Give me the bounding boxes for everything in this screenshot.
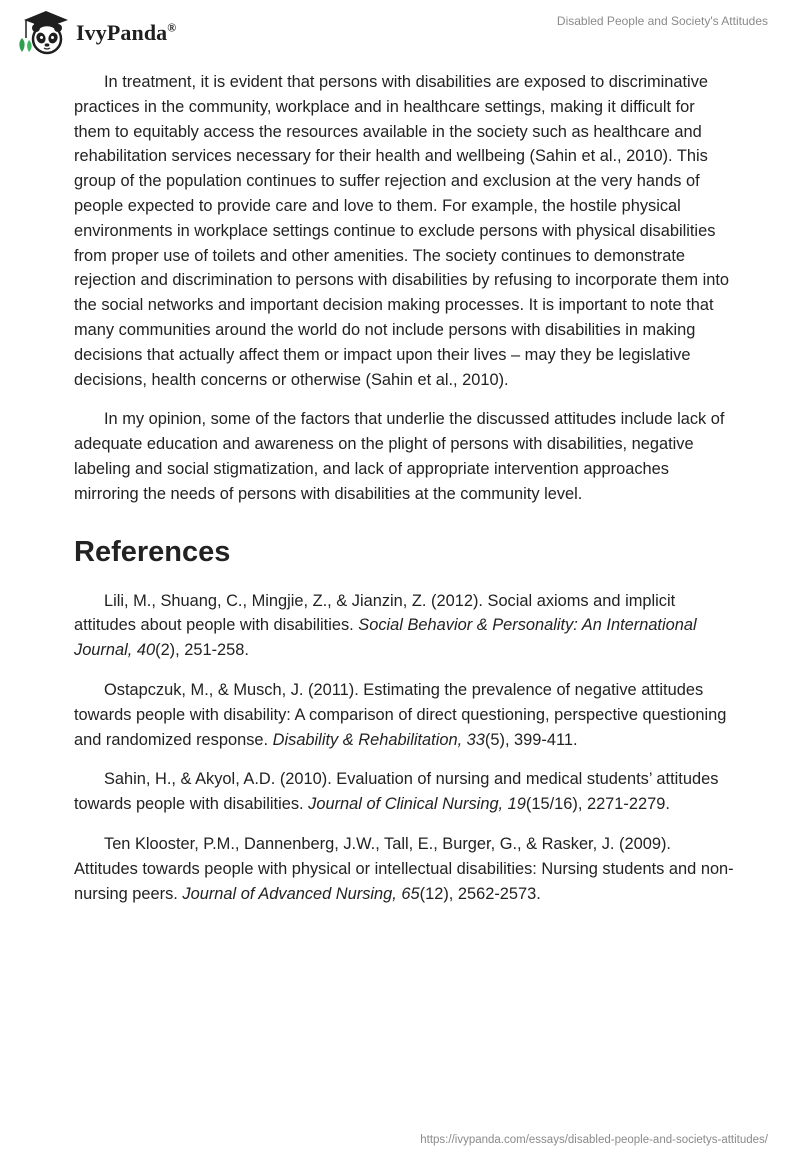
reference-journal: Journal of Advanced Nursing, 65 (182, 884, 420, 903)
reference-authors-title: Lili, M., Shuang, C., Mingjie, Z., & Jianzin, Z. (2012). Social axioms and implicit attitudes about people with disabilities. (74, 591, 676, 635)
references-heading: References (74, 535, 231, 568)
ivypanda-logo[interactable] (16, 8, 176, 56)
reference-pages: (15/16), 2271-2279. (525, 795, 670, 814)
logo-text: IvyPanda (76, 20, 168, 45)
reference-item (74, 832, 734, 906)
logo-wordmark (76, 20, 176, 46)
registered-mark: ® (167, 20, 177, 35)
page-header (0, 0, 800, 64)
body-paragraph: In treatment, it is evident that persons with disabilities are exposed to discriminative practices in the community, workplace and in healthcare settings, making it difficult for them to equitably access the resources available in the society such as healthcare and rehabilitation services necessary for their health and wellbeing (Sahin et al., 2010). This group of the population continues to suffer rejection and exclusion at the very hands of people expected to provide care and love to them. For example, the hostile physical environments in workplace settings continue to exclude persons with physical disabilities from proper use of toilets and other amenities. The society continues to demonstrate rejection and discrimination to persons with disabilities by refusing to incorporate them into the social networks and important decision making processes. It is important to note that many communities around the world do not include persons with disabilities in making decisions that actually affect them or impact upon their lives – may they be legislative decisions, health concerns or otherwise (Sahin et al., 2010). (74, 73, 730, 389)
reference-pages: (2), 251-258. (155, 641, 249, 660)
reference-authors-title: Ostapczuk, M., & Musch, J. (2011). Estimating the prevalence of negative attitudes towards people with disability: A comparison of direct questioning, perspective questioning and randomized response. (74, 680, 727, 749)
reference-item (74, 678, 734, 752)
source-url[interactable]: https://ivypanda.com/essays/disabled-people-and-societys-attitudes/ (420, 1134, 768, 1146)
body-paragraph: In my opinion, some of the factors that underlie the discussed attitudes include lack of adequate education and awareness on the plight of persons with disabilities, negative labeling and social stigmatization, and lack of appropriate intervention approaches mirroring the needs of persons with disabilities at the community level. (74, 410, 725, 503)
reference-item (74, 767, 734, 817)
reference-pages: (5), 399-411. (484, 730, 578, 749)
document-title: Disabled People and Society's Attitudes (556, 14, 768, 28)
reference-journal: Social Behavior & Personality: An International Journal, 40 (74, 616, 697, 660)
reference-item (74, 589, 734, 663)
essay-content (74, 70, 734, 921)
panda-graduate-icon (16, 8, 68, 56)
reference-journal: Journal of Clinical Nursing, 19 (308, 795, 526, 814)
reference-authors-title: Sahin, H., & Akyol, A.D. (2010). Evaluation of nursing and medical students’ attitudes towards people with disabilities. (74, 770, 719, 814)
reference-journal: Disability & Rehabilitation, 33 (272, 730, 485, 749)
reference-pages: (12), 2562-2573. (419, 884, 541, 903)
reference-authors-title: Ten Klooster, P.M., Dannenberg, J.W., Tall, E., Burger, G., & Rasker, J. (2009). Attitudes towards people with physical or intellectual disabilities: Nursing students and non-nursing peers. (74, 834, 734, 903)
